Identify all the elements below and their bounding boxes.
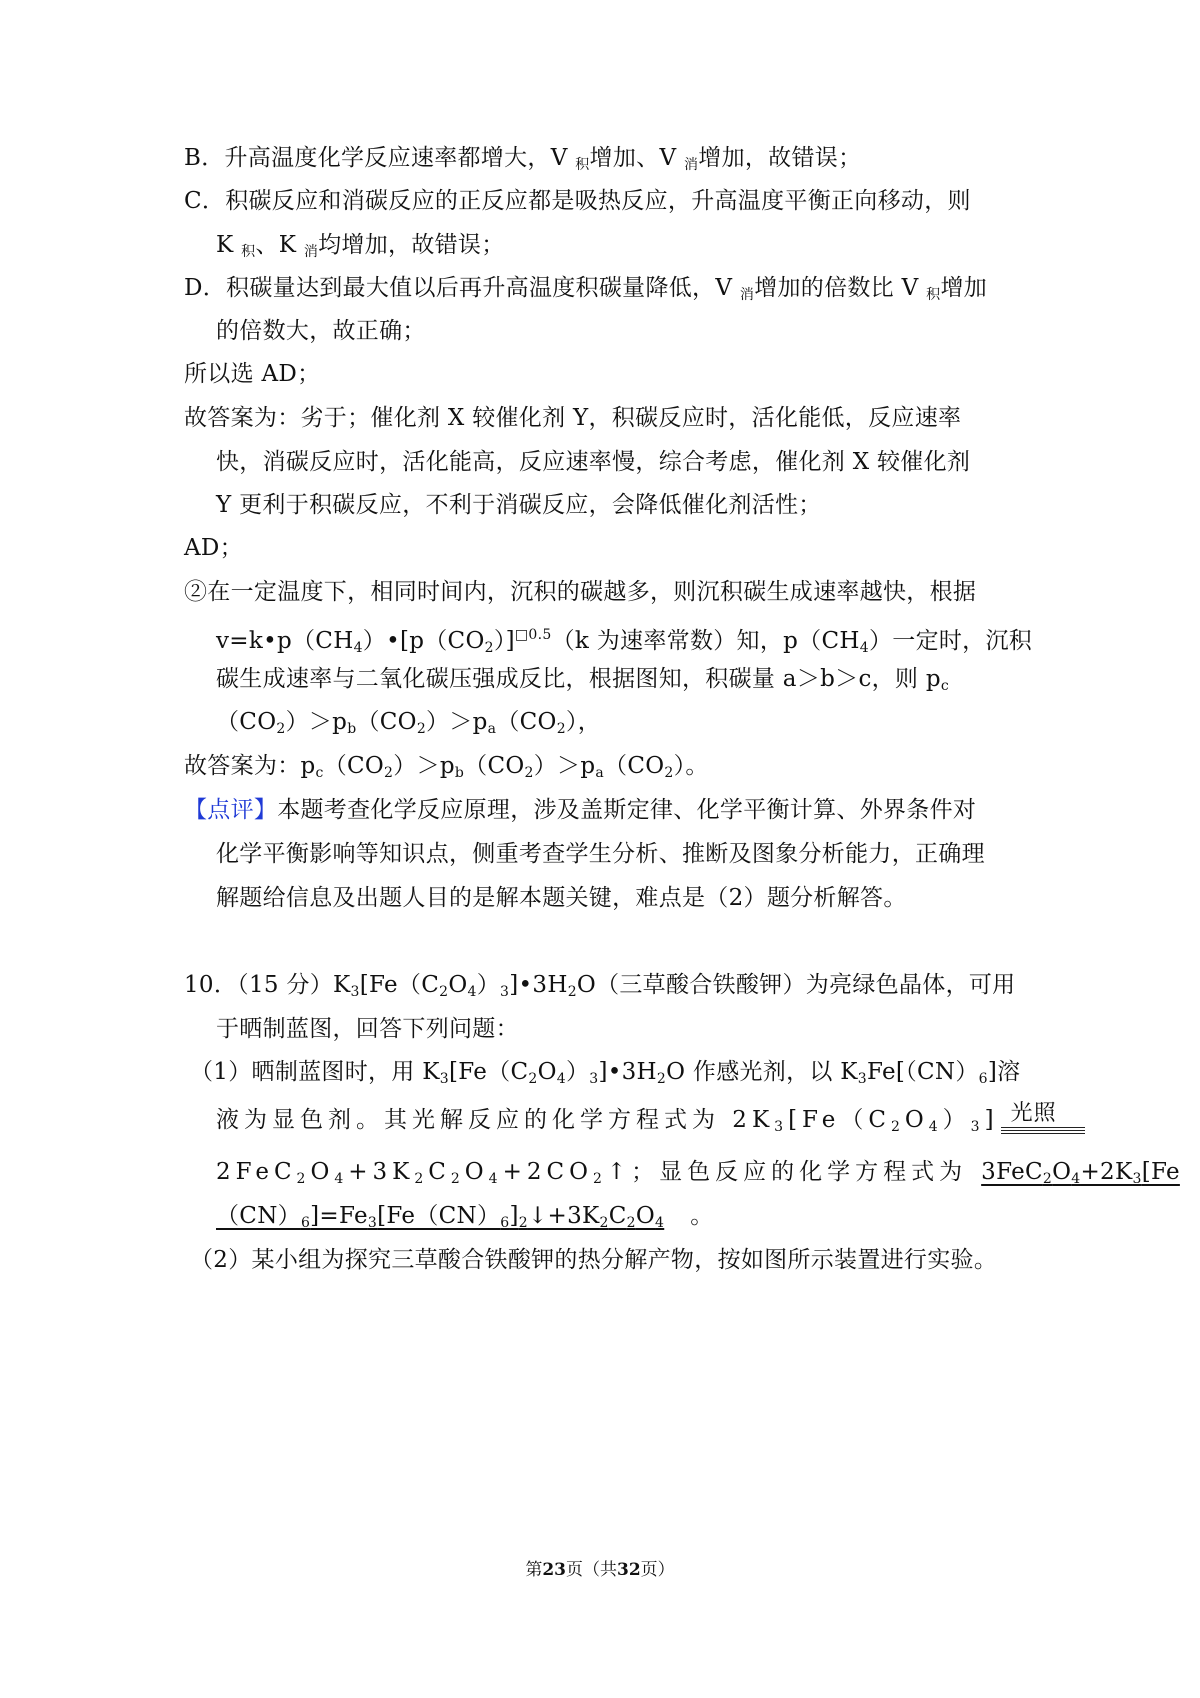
text-run: ）＞p — [393, 753, 455, 779]
text-run: ）一定时，沉积 — [868, 628, 1033, 654]
text-run: 增加的倍数比 V — [754, 275, 927, 301]
text-run: （CO — [356, 709, 417, 735]
subscript: 4 — [334, 1171, 349, 1187]
option-d-continued: 的倍数大，故正确； — [216, 318, 426, 344]
text-run: （CO — [323, 753, 385, 779]
photolysis-equation-line — [216, 1101, 1085, 1142]
subscript: 积 — [926, 287, 941, 303]
answer-ad: AD； — [184, 535, 243, 561]
subscript: b — [347, 721, 357, 737]
subscript: 2 — [518, 1215, 528, 1231]
text-run: ）＞p — [426, 709, 488, 735]
subscript: 消 — [739, 287, 755, 303]
text-run: ↑；显色反应的化学方程式为 — [606, 1159, 968, 1185]
text-run: （CO — [496, 709, 557, 735]
text-run: +3K — [348, 1159, 415, 1185]
footer-text: 页） — [640, 1560, 675, 1580]
superscript: □0.5 — [514, 627, 552, 643]
text-run: ]•3H — [509, 972, 568, 998]
subscript: 消 — [683, 157, 699, 173]
option-d-line — [184, 273, 987, 310]
text-run: C — [608, 1203, 627, 1229]
reaction-condition-label: 光照 — [1010, 1101, 1057, 1126]
text-run: ）] — [493, 628, 515, 654]
subscript: 3 — [439, 1071, 449, 1087]
subscript: b — [454, 765, 465, 781]
answer-blank — [967, 1159, 1180, 1185]
subscript: 2 — [656, 1071, 667, 1087]
text-run: 液为显色剂。其光解反应的化学方程式为 2K — [216, 1107, 775, 1133]
text-run: [Fe（CN） — [377, 1203, 501, 1229]
subscript: 4 — [655, 1215, 665, 1231]
review-continued: 化学平衡影响等知识点，侧重考查学生分析、推断及图象分析能力，正确理 — [216, 841, 985, 867]
text-run: D．积碳量达到最大值以后再升高温度积碳量降低，V — [184, 275, 740, 301]
subscript: a — [595, 765, 605, 781]
page-number: 23 — [542, 1560, 566, 1580]
text-run: ） — [565, 1059, 590, 1085]
subscript: 6 — [300, 1215, 311, 1231]
subscript: 2 — [524, 765, 534, 781]
text-run: O — [537, 1059, 557, 1085]
subscript: 2 — [556, 721, 566, 737]
text-run: O — [464, 1159, 489, 1185]
subscript: 4 — [556, 1071, 566, 1087]
part-2-question-line: （2）某小组为探究三草酸合铁酸钾的热分解产物，按如图所示装置进行实验。 — [190, 1247, 998, 1273]
answer-continued: Y 更利于积碳反应，不利于消碳反应，会降低催化剂活性； — [216, 492, 822, 518]
subscript: 2 — [439, 984, 449, 1000]
selection-line: 所以选 AD； — [184, 361, 321, 387]
text-run: ） — [476, 972, 501, 998]
final-answer-line — [184, 751, 709, 788]
subscript: 3 — [857, 1071, 868, 1087]
text-run: （CO — [216, 709, 277, 735]
subscript: 2 — [599, 1215, 609, 1231]
text-run: +2K — [1080, 1159, 1133, 1185]
text-run: 。 — [690, 1203, 714, 1229]
text-run: O — [904, 1107, 929, 1133]
text-run: ） — [942, 1107, 971, 1133]
subscript: 3 — [350, 984, 360, 1000]
carbon-rate-line — [216, 664, 949, 701]
subscript: 6 — [500, 1215, 510, 1231]
text-run: O 作感光剂，以 K — [666, 1059, 858, 1085]
subscript: 积 — [575, 157, 590, 173]
text-run: O — [635, 1203, 656, 1229]
text-run: v=k•p（CH — [216, 628, 354, 654]
text-run: （1）晒制蓝图时，用 K — [190, 1059, 440, 1085]
text-run: ）。 — [673, 753, 709, 779]
subscript: 2 — [626, 1215, 636, 1231]
text-run: 、K — [255, 232, 304, 258]
answer-line: 故答案为：劣于；催化剂 X 较催化剂 Y，积碳反应时，活化能低，反应速率 — [184, 405, 962, 431]
text-run: 本题考查化学反应原理，涉及盖斯定律、化学平衡计算、外界条件对 — [277, 797, 977, 823]
text-run: O — [448, 972, 468, 998]
subscript: 2 — [384, 765, 394, 781]
subscript: 4 — [488, 1171, 503, 1187]
option-c-line: C．积碳反应和消碳反应的正反应都是吸热反应，升高温度平衡正向移动，则 — [184, 188, 971, 214]
subscript: 3 — [500, 984, 510, 1000]
text-run: （k 为速率常数）知，p（CH — [551, 628, 860, 654]
total-pages: 32 — [617, 1560, 641, 1580]
text-run: ]溶 — [987, 1059, 1021, 1085]
text-run: （CO — [464, 753, 525, 779]
text-run: 10．（15 分）K — [184, 972, 351, 998]
footer-text: 页（共 — [566, 1560, 617, 1580]
page-footer — [0, 1555, 1200, 1580]
subscript: 6 — [978, 1071, 988, 1087]
subscript: 4 — [859, 640, 869, 656]
subscript: a — [487, 721, 497, 737]
part-1-line — [190, 1057, 1020, 1094]
text-run: ）•[p（CO — [362, 628, 485, 654]
question-10-line — [184, 970, 1015, 1007]
text-run: 增加、V — [589, 145, 684, 171]
subscript: 2 — [416, 721, 427, 737]
text-run: O — [310, 1159, 335, 1185]
text-run: ] — [984, 1107, 999, 1133]
answer-blank — [216, 1203, 690, 1229]
text-run: [Fe（C — [788, 1107, 891, 1133]
text-run: K — [216, 232, 242, 258]
subscript: 4 — [353, 640, 363, 656]
text-run: ] — [509, 1203, 519, 1229]
text-run: 3FeC — [981, 1159, 1043, 1185]
part-2-line: ②在一定温度下，相同时间内，沉积的碳越多，则沉积碳生成速率越快，根据 — [184, 579, 977, 605]
subscript: 2 — [528, 1071, 538, 1087]
text-run: Fe[（CN） — [867, 1059, 979, 1085]
subscript: 2 — [450, 1171, 465, 1187]
rate-equation-line — [216, 620, 1032, 663]
option-b-line — [184, 143, 861, 180]
text-run: ]=Fe — [310, 1203, 368, 1229]
photolysis-products-line — [216, 1157, 1180, 1194]
text-run: [Fe（C — [359, 972, 440, 998]
text-run: [Fe — [1141, 1159, 1180, 1185]
subscript: 积 — [241, 244, 256, 260]
subscript: 3 — [774, 1119, 789, 1135]
text-run: （CN） — [216, 1203, 301, 1229]
subscript: c — [940, 678, 950, 694]
subscript: 3 — [1132, 1171, 1142, 1187]
subscript: 2 — [567, 984, 577, 1000]
text-run: O — [1052, 1159, 1072, 1185]
subscript: 3 — [589, 1071, 599, 1087]
text-run: 碳生成速率与二氧化碳压强成反比，根据图知，积碳量 a＞b＞c，则 p — [216, 666, 941, 692]
footer-text: 第 — [525, 1560, 543, 1580]
text-run: 增加 — [940, 275, 988, 301]
review-line — [184, 795, 976, 825]
pressure-order-line — [216, 707, 601, 744]
text-run: 增加，故错误； — [698, 145, 862, 171]
text-run: C — [428, 1159, 451, 1185]
subscript: 2 — [1042, 1171, 1053, 1187]
review-continued: 解题给信息及出题人目的是解本题关键，难点是（2）题分析解答。 — [216, 885, 907, 911]
color-reaction-line — [216, 1201, 714, 1238]
text-run: 均增加，故错误； — [318, 232, 505, 258]
text-run: ）＞p — [285, 709, 348, 735]
text-run: [Fe（C — [448, 1059, 529, 1085]
text-run: ]•3H — [598, 1059, 657, 1085]
question-10-continued: 于晒制蓝图，回答下列问题： — [216, 1016, 519, 1042]
subscript: 2 — [484, 640, 494, 656]
text-run: ↓+3K — [527, 1203, 600, 1229]
subscript: 消 — [303, 244, 319, 260]
answer-continued: 快，消碳反应时，活化能高，反应速率慢，综合考虑，催化剂 X 较催化剂 — [216, 449, 971, 475]
subscript: 4 — [928, 1119, 943, 1135]
subscript: 2 — [296, 1171, 311, 1187]
text-run: B．升高温度化学反应速率都增大，V — [184, 145, 576, 171]
subscript: 3 — [970, 1119, 985, 1135]
subscript: 2 — [592, 1171, 607, 1187]
review-label: 【点评】 — [184, 797, 278, 823]
text-run: ）， — [565, 709, 602, 735]
option-c-continued — [216, 230, 505, 267]
subscript: 2 — [276, 721, 286, 737]
text-run: ）＞p — [533, 753, 596, 779]
subscript: 2 — [414, 1171, 429, 1187]
subscript: c — [315, 765, 324, 781]
subscript: 2 — [664, 765, 674, 781]
subscript: 3 — [367, 1215, 378, 1231]
text-run: （CO — [604, 753, 665, 779]
subscript: 4 — [467, 984, 477, 1000]
text-run: 2FeC — [216, 1159, 297, 1185]
text-run: O（三草酸合铁酸钾）为亮绿色晶体，可用 — [576, 972, 1016, 998]
subscript: 2 — [890, 1119, 905, 1135]
reaction-condition-arrow — [1001, 1101, 1085, 1135]
text-run: +2CO — [502, 1159, 593, 1185]
text-run: 故答案为：p — [184, 753, 316, 779]
subscript: 4 — [1071, 1171, 1081, 1187]
